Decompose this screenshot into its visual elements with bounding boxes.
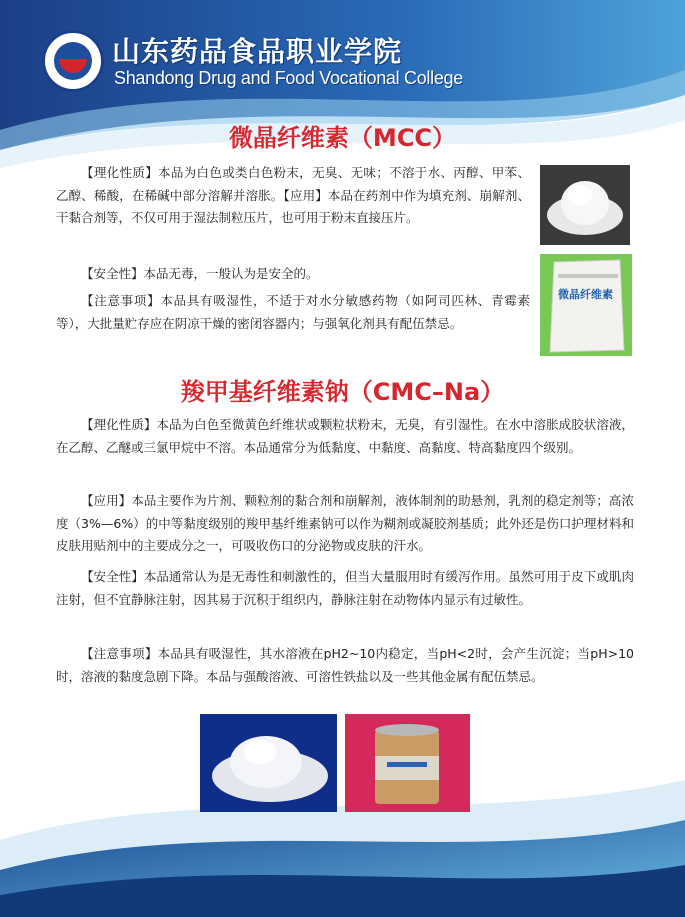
college-logo-icon	[42, 30, 104, 92]
college-name-en: Shandong Drug and Food Vocational College	[114, 68, 463, 88]
section2-title: 羧甲基纤维素钠（CMC–Na）	[180, 378, 505, 406]
section2-paragraph: 【理化性质】本品为白色至微黄色纤维状或颗粒状粉末，无臭，有引湿性。在水中溶胀成胶状溶液，在乙醇、乙醚或三氯甲烷中不溶。本品通常分为低黏度、中黏度、高黏度、特高黏度四个级别。	[56, 417, 634, 455]
section2-paragraph: 【注意事项】本品具有吸湿性，其水溶液在pH2~10内稳定，当pH<2时，会产生沉淀；当pH>10时，溶液的黏度急剧下降。本品与强酸溶液、可溶性铁盐以及一些其他金属有配伍禁忌。	[56, 646, 634, 684]
header	[0, 0, 685, 120]
cmc-drum-image	[345, 714, 470, 812]
section2-paragraph: 【安全性】本品通常认为是无毒性和刺激性的，但当大量服用时有缓泻作用。虽然可用于皮下或肌肉注射，但不宜静脉注射，因其易于沉积于组织内，静脉注射在动物体内显示有过敏性。	[56, 569, 634, 607]
mcc-bag-image	[540, 254, 632, 356]
college-name-cn: 山东药品食品职业学院	[112, 35, 403, 68]
section1-paragraph: 【安全性】本品无毒，一般认为是安全的。	[81, 266, 319, 281]
section1-paragraph: 【理化性质】本品为白色或类白色粉末，无臭、无味；不溶于水、丙醇、甲苯、乙醇、稀酸，在稀碱中部分溶解并溶胀。【应用】本品在药剂中作为填充剂、崩解剂、干黏合剂等，不仅可用于湿法制粒压片，也可用于粉末直接压片。	[56, 165, 530, 225]
section2-paragraph: 【应用】本品主要作为片剂、颗粒剂的黏合剂和崩解剂，液体制剂的助悬剂，乳剂的稳定剂等；高浓度（3%—6%）的中等黏度级别的羧甲基纤维素钠可以作为糊剂或凝胶剂基质；此外还是伤口护理材料和皮肤用贴剂中的主要成分之一，可吸收伤口的分泌物或皮肤的汗水。	[56, 493, 634, 553]
section1-paragraph: 【注意事项】本品具有吸湿性，不适于对水分敏感药物（如阿司匹林、青霉素等），大批量贮存应在阴凉干燥的密闭容器内；与强氧化剂具有配伍禁忌。	[56, 293, 530, 331]
section1-title: 微晶纤维素（MCC）	[228, 124, 457, 152]
cmc-powder-image	[200, 714, 337, 812]
bag-label: 微晶纤维素	[558, 288, 613, 301]
mcc-powder-image	[540, 165, 630, 245]
